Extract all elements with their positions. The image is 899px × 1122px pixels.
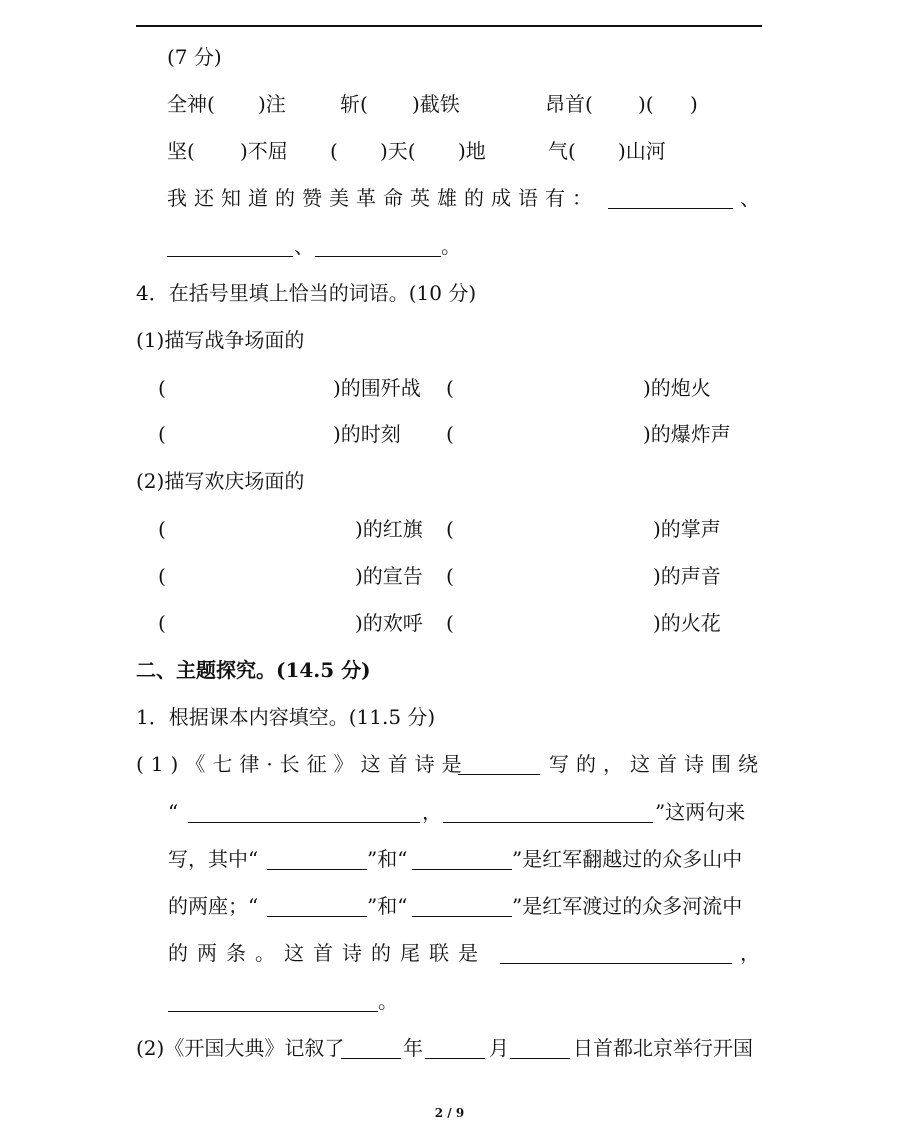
- separator: 、: [740, 186, 760, 210]
- idiom-text: )天(: [380, 139, 416, 163]
- know-more-text: 我还知道的赞美革命英雄的成语有：: [167, 186, 599, 210]
- answer-blank[interactable]: [168, 991, 378, 1012]
- phrase-tail: )的时刻: [333, 422, 401, 446]
- paren-open: (: [158, 564, 166, 588]
- paren-open: (: [446, 564, 454, 588]
- phrase-tail: )的红旗: [355, 517, 423, 541]
- paren-open: (: [446, 376, 454, 400]
- idiom-text: )注: [258, 92, 286, 116]
- p1-text: (1)《七律·长征》这首诗是: [136, 752, 469, 776]
- idiom-text: )截铁: [412, 92, 460, 116]
- p2-text: 月: [489, 1036, 509, 1060]
- answer-blank[interactable]: [510, 1038, 570, 1059]
- idiom-text: 全神(: [167, 92, 215, 116]
- answer-blank[interactable]: [341, 1038, 401, 1059]
- p1-text: ”和“: [367, 847, 408, 871]
- p1-text: 写，其中“: [168, 847, 259, 871]
- phrase-tail: )的围歼战: [333, 376, 421, 400]
- p2-text: 日首都北京举行开国: [573, 1036, 753, 1060]
- phrase-tail: )的爆炸声: [643, 422, 731, 446]
- phrase-tail: )的声音: [653, 564, 721, 588]
- paren-open: (: [446, 422, 454, 446]
- idiom-text: 坚(: [167, 139, 195, 163]
- p1-text: ”是红军渡过的众多河流中: [512, 894, 743, 918]
- answer-blank[interactable]: [412, 849, 512, 870]
- q4-sub2: (2)描写欢庆场面的: [136, 469, 305, 493]
- answer-blank[interactable]: [608, 188, 733, 209]
- comma: ，: [740, 941, 760, 965]
- idiom-text: ): [690, 92, 698, 116]
- q4-title: 4．在括号里填上恰当的词语。(10 分): [136, 281, 477, 305]
- quote-open: “: [168, 800, 179, 824]
- phrase-tail: )的欢呼: [355, 611, 423, 635]
- q3-points: (7 分): [167, 45, 222, 69]
- phrase-tail: )的宣告: [355, 564, 423, 588]
- paren-open: (: [446, 611, 454, 635]
- answer-blank[interactable]: [443, 802, 653, 823]
- paren-open: (: [158, 422, 166, 446]
- section2-title: 二、主题探究。(14.5 分): [136, 658, 371, 682]
- answer-blank[interactable]: [425, 1038, 485, 1059]
- idiom-text: (: [330, 139, 338, 163]
- period: 。: [441, 234, 461, 258]
- comma: ，: [422, 800, 442, 824]
- idiom-text: )地: [458, 139, 486, 163]
- p2-text: (2)《开国大典》记叙了: [136, 1036, 345, 1060]
- answer-blank[interactable]: [458, 754, 540, 775]
- p2-text: 年: [403, 1036, 423, 1060]
- idiom-text: 昂首(: [545, 92, 593, 116]
- p1-text: 的两条。这首诗的尾联是: [168, 941, 487, 965]
- answer-blank[interactable]: [188, 802, 420, 823]
- p1-text: ”这两句来: [655, 800, 746, 824]
- paren-open: (: [446, 517, 454, 541]
- idiom-text: 气(: [548, 139, 576, 163]
- answer-blank[interactable]: [267, 896, 367, 917]
- idiom-text: )山河: [618, 139, 666, 163]
- answer-blank[interactable]: [500, 943, 732, 964]
- know-more-line: [167, 186, 599, 210]
- idiom-text: )不屈: [240, 139, 288, 163]
- page-number: 2 / 9: [434, 1106, 465, 1120]
- answer-blank[interactable]: [267, 849, 367, 870]
- phrase-tail: )的火花: [653, 611, 721, 635]
- phrase-tail: )的掌声: [653, 517, 721, 541]
- section2-q1-title: 1．根据课本内容填空。(11.5 分): [136, 705, 436, 729]
- answer-blank[interactable]: [315, 236, 441, 257]
- p1-text: 的两座；“: [168, 894, 259, 918]
- paren-open: (: [158, 611, 166, 635]
- separator: 、: [294, 234, 314, 258]
- idiom-text: 斩(: [340, 92, 368, 116]
- phrase-tail: )的炮火: [643, 376, 711, 400]
- period: 。: [378, 989, 398, 1013]
- paren-open: (: [158, 517, 166, 541]
- top-rule: [136, 25, 762, 27]
- q4-sub1: (1)描写战争场面的: [136, 328, 305, 352]
- paren-open: (: [158, 376, 166, 400]
- answer-blank[interactable]: [167, 236, 293, 257]
- p1-text: ”和“: [367, 894, 408, 918]
- p1-text: 写的，这首诗围绕: [549, 752, 765, 776]
- p1-text: ”是红军翻越过的众多山中: [512, 847, 743, 871]
- answer-blank[interactable]: [412, 896, 512, 917]
- idiom-text: )(: [638, 92, 654, 116]
